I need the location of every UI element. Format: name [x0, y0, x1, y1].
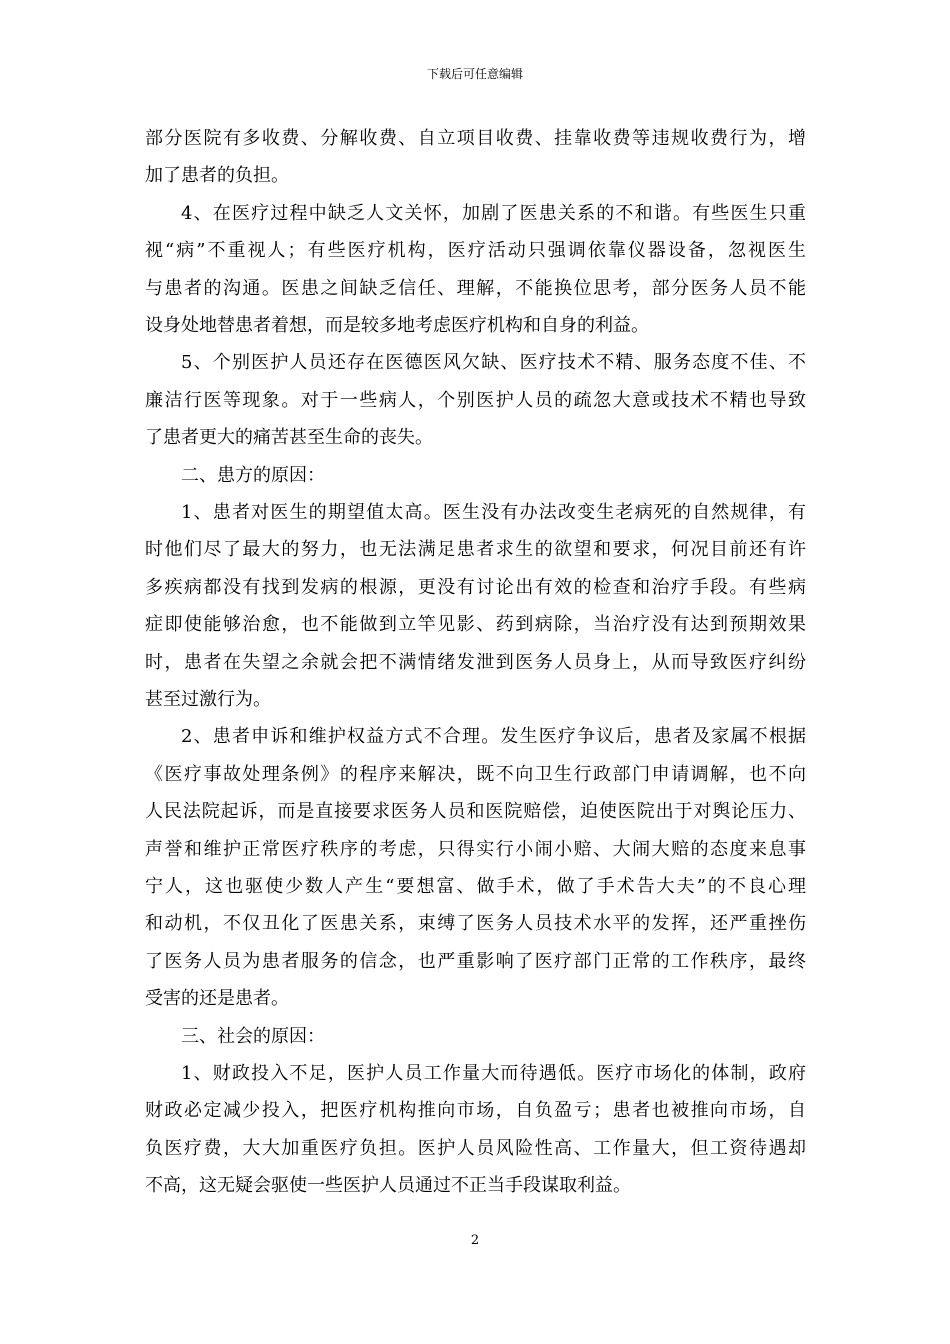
section-heading: 二、患方的原因：: [181, 465, 325, 486]
text-line: 时他们尽了最大的努力，也无法满足患者求生的欲望和要求，何况目前还有许: [145, 539, 806, 560]
text-line: 1、财政投入不足，医护人员工作量大而待遇低。医疗市场化的体制，政府: [181, 1063, 806, 1084]
text-line: 设身处地替患者着想，而是较多地考虑医疗机构和自身的利益。: [145, 315, 649, 336]
text-line: 加了患者的负担。: [145, 165, 289, 186]
text-line: 与患者的沟通。医患之间缺乏信任、理解，不能换位思考，部分医务人员不能: [145, 278, 806, 299]
text-line: 负医疗费，大大加重医疗负担。医护人员风险性高、工作量大，但工资待遇却: [145, 1138, 806, 1159]
text-line: 2、患者申诉和维护权益方式不合理。发生医疗争议后，患者及家属不根据: [181, 726, 806, 747]
text-line: 部分医院有多收费、分解收费、自立项目收费、挂靠收费等违规收费行为，增: [145, 128, 806, 149]
text-line: 1、患者对医生的期望值太高。医生没有办法改变生老病死的自然规律，有: [181, 502, 806, 523]
text-line: 宁人，这也驱使少数人产生“要想富、做手术，做了手术告大夫”的不良心理: [145, 876, 806, 897]
text-line: 甚至过激行为。: [145, 689, 271, 710]
text-line: 财政必定减少投入，把医疗机构推向市场，自负盈亏；患者也被推向市场，自: [145, 1100, 806, 1121]
text-line: 廉洁行医等现象。对于一些病人，个别医护人员的疏忽大意或技术不精也导致: [145, 390, 806, 411]
text-line: 不高，这无疑会驱使一些医护人员通过不正当手段谋取利益。: [145, 1175, 631, 1196]
text-line: 多疾病都没有找到发病的根源，更没有讨论出有效的检查和治疗手段。有些病: [145, 577, 806, 598]
text-line: 了医务人员为患者服务的信念，也严重影响了医疗部门正常的工作秩序，最终: [145, 951, 806, 972]
page-header: 下载后可任意编辑: [426, 67, 523, 81]
text-line: 视“病”不重视人；有些医疗机构，医疗活动只强调依靠仪器设备，忽视医生: [145, 240, 806, 261]
text-line: 5、个别医护人员还存在医德医风欠缺、医疗技术不精、服务态度不佳、不: [181, 352, 806, 373]
text-line: 《医疗事故处理条例》的程序来解决，既不向卫生行政部门申请调解，也不向: [145, 764, 806, 785]
text-line: 和动机，不仅丑化了医患关系，束缚了医务人员技术水平的发挥，还严重挫伤: [145, 913, 806, 934]
text-line: 声誉和维护正常医疗秩序的考虑，只得实行小闹小赔、大闹大赔的态度来息事: [145, 839, 806, 860]
text-line: 症即使能够治愈，也不能做到立竿见影、药到病除，当治疗没有达到预期效果: [145, 614, 806, 635]
text-line: 受害的还是患者。: [145, 988, 289, 1009]
text-line: 时，患者在失望之余就会把不满情绪发泄到医务人员身上，从而导致医疗纠纷: [145, 652, 806, 673]
section-heading: 三、社会的原因：: [181, 1026, 325, 1047]
text-line: 4、在医疗过程中缺乏人文关怀，加剧了医患关系的不和谐。有些医生只重: [181, 203, 806, 224]
page-number: 2: [470, 1233, 480, 1248]
text-line: 人民法院起诉，而是直接要求医务人员和医院赔偿，迫使医院出于对舆论压力、: [145, 801, 806, 822]
text-line: 了患者更大的痛苦甚至生命的丧失。: [145, 427, 433, 448]
